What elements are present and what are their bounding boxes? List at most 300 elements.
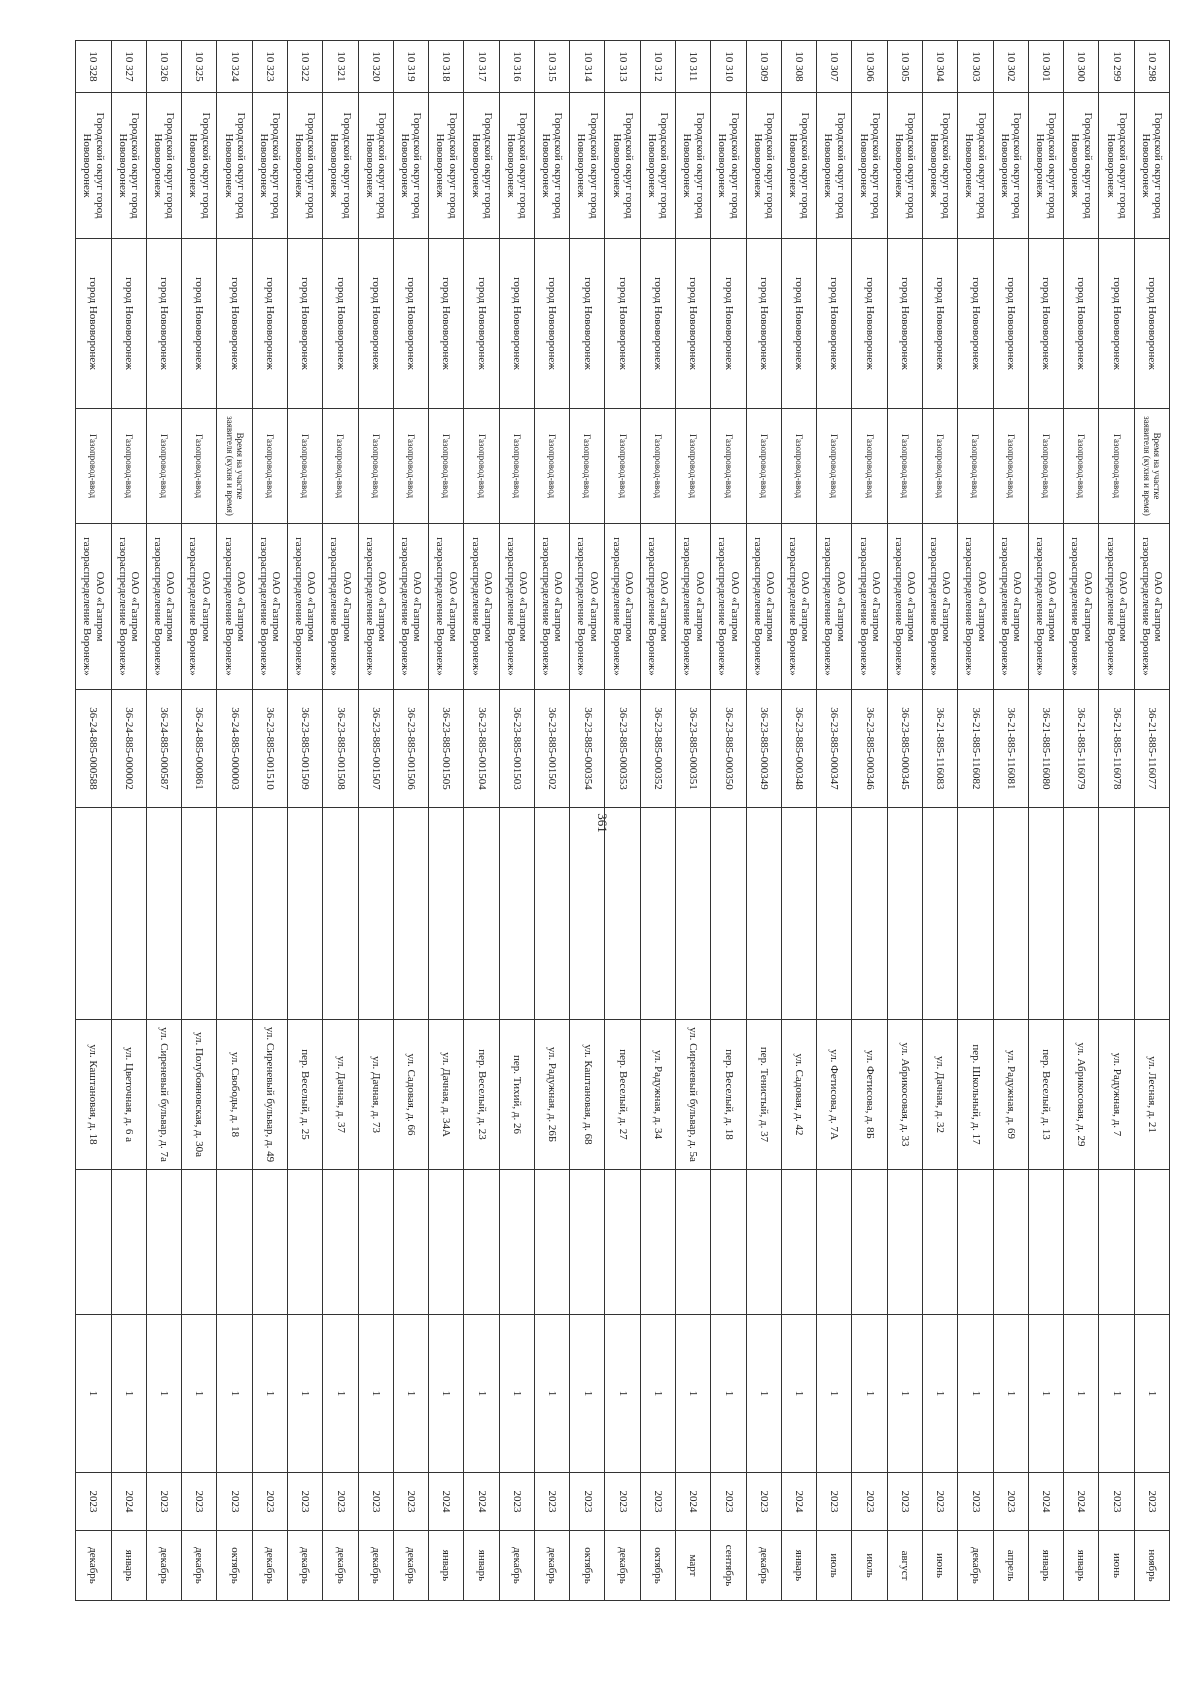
empty-cell [746,1170,781,1315]
count-cell: 1 [182,1315,217,1473]
city-cell: город Нововоронеж [287,239,322,409]
city-cell: город Нововоронеж [499,239,534,409]
year-cell: 2023 [1134,1473,1169,1531]
empty-cell [393,1170,428,1315]
city-cell: город Нововоронеж [182,239,217,409]
empty-cell [640,1170,675,1315]
empty-cell [358,1170,393,1315]
empty-cell [252,1170,287,1315]
organization-cell: ОАО «Газпром газораспределение Воронеж» [746,524,781,690]
city-cell: город Нововоронеж [393,239,428,409]
row-number: 10 298 [1134,41,1169,93]
city-cell: город Нововоронеж [605,239,640,409]
table-row [958,41,993,1601]
count-cell: 1 [76,1315,112,1473]
year-cell: 2024 [1028,1473,1063,1531]
organization-cell: ОАО «Газпром газораспределение Воронеж» [1134,524,1169,690]
count-cell: 1 [358,1315,393,1473]
object-code-cell: 36-23-885-000353 [605,690,640,808]
city-cell: город Нововоронеж [746,239,781,409]
object-type-cell: Газопровод-ввод [605,409,640,524]
row-number: 10 320 [358,41,393,93]
address-cell [570,808,605,1020]
address-cell [640,808,675,1020]
address-cell: ул. Радужная, д. 7 [1099,1020,1134,1170]
district-cell: Городской округ город Нововоронеж [393,93,428,239]
organization-cell: ОАО «Газпром газораспределение Воронеж» [287,524,322,690]
address-cell: ул. Фетисова, д. 8Б [852,1020,887,1170]
table-row [852,41,887,1601]
object-type-cell: Газопровод-ввод [711,409,746,524]
empty-cell [887,1170,922,1315]
month-cell: октябрь [640,1531,675,1601]
district-cell: Городской округ город Нововоронеж [217,93,252,239]
month-cell: декабрь [76,1531,112,1601]
row-number: 10 304 [923,41,958,93]
count-cell: 1 [252,1315,287,1473]
object-code-cell: 36-23-885-001508 [323,690,358,808]
empty-cell [323,1170,358,1315]
address-cell: ул. Абрикосовая, д. 33 [887,1020,922,1170]
month-cell: декабрь [499,1531,534,1601]
organization-cell: ОАО «Газпром газораспределение Воронеж» [887,524,922,690]
month-cell: декабрь [358,1531,393,1601]
row-number: 10 315 [534,41,569,93]
empty-cell [499,1170,534,1315]
organization-cell: ОАО «Газпром газораспределение Воронеж» [182,524,217,690]
count-cell: 1 [640,1315,675,1473]
month-cell: декабрь [287,1531,322,1601]
district-cell: Городской округ город Нововоронеж [1028,93,1063,239]
address-cell [1064,808,1099,1020]
empty-cell [464,1170,499,1315]
object-type-cell: Газопровод-ввод [887,409,922,524]
object-type-cell: Газопровод-ввод [358,409,393,524]
district-cell: Городской округ город Нововоронеж [323,93,358,239]
count-cell: 1 [993,1315,1028,1473]
month-cell: апрель [993,1531,1028,1601]
table-row [111,41,146,1601]
address-cell [323,808,358,1020]
district-cell: Городской округ город Нововоронеж [252,93,287,239]
table-row [993,41,1028,1601]
address-cell: ул. Каштановая, д. 68 [570,1020,605,1170]
address-cell: ул. Радужная, д. 34 [640,1020,675,1170]
table-row [746,41,781,1601]
address-cell: ул. Радужная, д. 69 [993,1020,1028,1170]
district-cell: Городской округ город Нововоронеж [781,93,816,239]
address-cell [1028,808,1063,1020]
address-cell: ул. Сиреневый бульвар, д. 5а [676,1020,711,1170]
address-cell [993,808,1028,1020]
empty-cell [570,1170,605,1315]
year-cell: 2024 [429,1473,464,1531]
district-cell: Городской округ город Нововоронеж [676,93,711,239]
district-cell: Городской округ город Нововоронеж [570,93,605,239]
object-code-cell: 36-21-885-116077 [1134,690,1169,808]
city-cell: город Нововоронеж [1134,239,1169,409]
row-number: 10 313 [605,41,640,93]
table-row [1134,41,1169,1601]
row-number: 10 323 [252,41,287,93]
year-cell: 2023 [993,1473,1028,1531]
organization-cell: ОАО «Газпром газораспределение Воронеж» [1064,524,1099,690]
month-cell: декабрь [146,1531,181,1601]
address-cell [958,808,993,1020]
city-cell: город Нововоронеж [111,239,146,409]
district-cell: Городской округ город Нововоронеж [1064,93,1099,239]
organization-cell: ОАО «Газпром газораспределение Воронеж» [111,524,146,690]
month-cell: сентябрь [711,1531,746,1601]
table-container [75,40,1170,1600]
table-row [640,41,675,1601]
year-cell: 2024 [111,1473,146,1531]
year-cell: 2023 [287,1473,322,1531]
empty-cell [993,1170,1028,1315]
table-row [570,41,605,1601]
address-cell [146,808,181,1020]
count-cell: 1 [1028,1315,1063,1473]
empty-cell [1064,1170,1099,1315]
object-code-cell: 36-23-885-001505 [429,690,464,808]
empty-cell [711,1170,746,1315]
empty-cell [852,1170,887,1315]
empty-cell [534,1170,569,1315]
organization-cell: ОАО «Газпром газораспределение Воронеж» [1028,524,1063,690]
table-row [287,41,322,1601]
district-cell: Городской округ город Нововоронеж [746,93,781,239]
year-cell: 2023 [711,1473,746,1531]
count-cell: 1 [605,1315,640,1473]
object-code-cell: 36-21-885-116078 [1099,690,1134,808]
row-number: 10 301 [1028,41,1063,93]
object-type-cell: Газопровод-ввод [464,409,499,524]
count-cell: 1 [1099,1315,1134,1473]
empty-cell [76,1170,112,1315]
address-cell [852,808,887,1020]
address-cell: пер. Веселый, д. 13 [1028,1020,1063,1170]
city-cell: город Нововоронеж [1099,239,1134,409]
row-number: 10 310 [711,41,746,93]
count-cell: 1 [817,1315,852,1473]
object-code-cell: 36-24-885-000003 [217,690,252,808]
year-cell: 2023 [1099,1473,1134,1531]
table-row [182,41,217,1601]
object-code-cell: 36-21-885-116083 [923,690,958,808]
address-cell [111,808,146,1020]
table-row [358,41,393,1601]
year-cell: 2023 [817,1473,852,1531]
month-cell: август [887,1531,922,1601]
object-type-cell: Газопровод-ввод [534,409,569,524]
month-cell: январь [111,1531,146,1601]
organization-cell: ОАО «Газпром газораспределение Воронеж» [570,524,605,690]
month-cell: октябрь [570,1531,605,1601]
address-cell: ул. Дачная, д. 32 [923,1020,958,1170]
address-cell: ул. Садовая, д. 42 [781,1020,816,1170]
table-row [499,41,534,1601]
organization-cell: ОАО «Газпром газораспределение Воронеж» [958,524,993,690]
city-cell: город Нововоронеж [252,239,287,409]
district-cell: Городской округ город Нововоронеж [429,93,464,239]
table-row [923,41,958,1601]
row-number: 10 326 [146,41,181,93]
address-cell [182,808,217,1020]
object-code-cell: 36-23-885-000354 [570,690,605,808]
month-cell: январь [1064,1531,1099,1601]
year-cell: 2023 [499,1473,534,1531]
address-cell [923,808,958,1020]
object-type-cell: Газопровод-ввод [781,409,816,524]
object-type-cell: Газопровод-ввод [570,409,605,524]
city-cell: город Нововоронеж [146,239,181,409]
district-cell: Городской округ город Нововоронеж [993,93,1028,239]
count-cell: 1 [958,1315,993,1473]
city-cell: город Нововоронеж [711,239,746,409]
row-number: 10 321 [323,41,358,93]
row-number: 10 312 [640,41,675,93]
row-number: 10 317 [464,41,499,93]
organization-cell: ОАО «Газпром газораспределение Воронеж» [358,524,393,690]
object-type-cell: Газопровод-ввод [287,409,322,524]
count-cell: 1 [323,1315,358,1473]
address-cell: ул. Сиреневый бульвар, д. 7а [146,1020,181,1170]
empty-cell [676,1170,711,1315]
object-code-cell: 36-23-885-000352 [640,690,675,808]
city-cell: город Нововоронеж [1028,239,1063,409]
month-cell: январь [429,1531,464,1601]
district-cell: Городской округ город Нововоронеж [146,93,181,239]
empty-cell [217,1170,252,1315]
organization-cell: ОАО «Газпром газораспределение Воронеж» [676,524,711,690]
object-code-cell: 36-23-885-001504 [464,690,499,808]
object-type-cell: Газопровод-ввод [1064,409,1099,524]
address-cell: ул. Садовая, д. 66 [393,1020,428,1170]
city-cell: город Нововоронеж [217,239,252,409]
count-cell: 1 [393,1315,428,1473]
address-cell: пер. Тихий, д. 26 [499,1020,534,1170]
object-code-cell: 36-23-885-000347 [817,690,852,808]
address-cell: ул. Сиреневый бульвар, д. 49 [252,1020,287,1170]
address-cell [781,808,816,1020]
organization-cell: ОАО «Газпром газораспределение Воронеж» [499,524,534,690]
object-code-cell: 36-24-885-000588 [76,690,112,808]
row-number: 10 318 [429,41,464,93]
district-cell: Городской округ город Нововоронеж [358,93,393,239]
address-cell: пер. Веселый, д. 18 [711,1020,746,1170]
organization-cell: ОАО «Газпром газораспределение Воронеж» [640,524,675,690]
object-code-cell: 36-23-885-001506 [393,690,428,808]
empty-cell [923,1170,958,1315]
address-cell: ул. Дачная, д. 37 [323,1020,358,1170]
address-cell [499,808,534,1020]
empty-cell [1134,1170,1169,1315]
city-cell: город Нововоронеж [429,239,464,409]
object-code-cell: 36-23-885-001510 [252,690,287,808]
month-cell: декабрь [746,1531,781,1601]
table-row [605,41,640,1601]
city-cell: город Нововоронеж [534,239,569,409]
year-cell: 2023 [358,1473,393,1531]
year-cell: 2023 [146,1473,181,1531]
address-cell: ул. Лесная, д. 21 [1134,1020,1169,1170]
table-row [1064,41,1099,1601]
address-cell [252,808,287,1020]
organization-cell: ОАО «Газпром газораспределение Воронеж» [252,524,287,690]
object-type-cell: Газопровод-ввод [182,409,217,524]
count-cell: 1 [711,1315,746,1473]
object-code-cell: 36-23-885-000350 [711,690,746,808]
month-cell: январь [464,1531,499,1601]
empty-cell [781,1170,816,1315]
table-row [76,41,112,1601]
object-type-cell: Газопровод-ввод [1099,409,1134,524]
address-cell: пер. Веселый, д. 23 [464,1020,499,1170]
month-cell: декабрь [393,1531,428,1601]
object-code-cell: 36-21-885-116082 [958,690,993,808]
city-cell: город Нововоронеж [781,239,816,409]
object-code-cell: 36-23-885-001503 [499,690,534,808]
year-cell: 2024 [464,1473,499,1531]
address-cell: пер. Школьный, д. 17 [958,1020,993,1170]
city-cell: город Нововоронеж [817,239,852,409]
city-cell: город Нововоронеж [1064,239,1099,409]
month-cell: декабрь [182,1531,217,1601]
gas-connection-table [75,40,1170,1601]
year-cell: 2023 [323,1473,358,1531]
year-cell: 2023 [923,1473,958,1531]
empty-cell [287,1170,322,1315]
object-type-cell: Время на участке заявителя (кухня и время) [1134,409,1169,524]
count-cell: 1 [499,1315,534,1473]
count-cell: 1 [287,1315,322,1473]
district-cell: Городской округ город Нововоронеж [817,93,852,239]
object-code-cell: 36-24-885-000587 [146,690,181,808]
empty-cell [429,1170,464,1315]
address-cell: пер. Тенистый, д. 37 [746,1020,781,1170]
year-cell: 2023 [534,1473,569,1531]
row-number: 10 307 [817,41,852,93]
table-row [711,41,746,1601]
row-number: 10 324 [217,41,252,93]
count-cell: 1 [852,1315,887,1473]
object-type-cell: Время на участке заявителя (кухня и время) [217,409,252,524]
month-cell: июнь [923,1531,958,1601]
city-cell: город Нововоронеж [993,239,1028,409]
table-row [252,41,287,1601]
page-number: 361 [594,813,610,833]
organization-cell: ОАО «Газпром газораспределение Воронеж» [429,524,464,690]
object-type-cell: Газопровод-ввод [429,409,464,524]
year-cell: 2023 [182,1473,217,1531]
count-cell: 1 [534,1315,569,1473]
address-cell: ул. Фетисова, д. 7А [817,1020,852,1170]
object-code-cell: 36-24-885-000861 [182,690,217,808]
row-number: 10 303 [958,41,993,93]
row-number: 10 316 [499,41,534,93]
address-cell: ул. Цветочная, д. 6 а [111,1020,146,1170]
object-code-cell: 36-23-885-000345 [887,690,922,808]
empty-cell [146,1170,181,1315]
city-cell: город Нововоронеж [323,239,358,409]
object-code-cell: 36-23-885-000346 [852,690,887,808]
district-cell: Городской округ город Нововоронеж [1134,93,1169,239]
year-cell: 2024 [676,1473,711,1531]
organization-cell: ОАО «Газпром газораспределение Воронеж» [711,524,746,690]
address-cell [358,808,393,1020]
count-cell: 1 [887,1315,922,1473]
object-code-cell: 36-23-885-001509 [287,690,322,808]
district-cell: Городской округ город Нововоронеж [111,93,146,239]
district-cell: Городской округ город Нововоронеж [958,93,993,239]
organization-cell: ОАО «Газпром газораспределение Воронеж» [393,524,428,690]
object-type-cell: Газопровод-ввод [676,409,711,524]
month-cell: январь [781,1531,816,1601]
month-cell: июль [817,1531,852,1601]
count-cell: 1 [217,1315,252,1473]
address-cell [76,808,112,1020]
month-cell: март [676,1531,711,1601]
month-cell: декабрь [252,1531,287,1601]
city-cell: город Нововоронеж [676,239,711,409]
row-number: 10 328 [76,41,112,93]
address-cell [1134,808,1169,1020]
row-number: 10 299 [1099,41,1134,93]
address-cell [393,808,428,1020]
table-row [393,41,428,1601]
organization-cell: ОАО «Газпром газораспределение Воронеж» [217,524,252,690]
row-number: 10 311 [676,41,711,93]
city-cell: город Нововоронеж [76,239,112,409]
object-code-cell: 36-21-885-116079 [1064,690,1099,808]
month-cell: декабрь [534,1531,569,1601]
address-cell: ул. Дачная, д. 73 [358,1020,393,1170]
organization-cell: ОАО «Газпром газораспределение Воронеж» [781,524,816,690]
row-number: 10 309 [746,41,781,93]
address-cell [464,808,499,1020]
row-number: 10 300 [1064,41,1099,93]
address-cell [217,808,252,1020]
address-cell: ул. Дачная, д. 34А [429,1020,464,1170]
month-cell: ноябрь [1134,1531,1169,1601]
address-cell: ул. Каштановая, д. 18 [76,1020,112,1170]
year-cell: 2023 [640,1473,675,1531]
table-row [676,41,711,1601]
row-number: 10 306 [852,41,887,93]
object-code-cell: 36-21-885-116081 [993,690,1028,808]
count-cell: 1 [429,1315,464,1473]
district-cell: Городской округ город Нововоронеж [287,93,322,239]
object-type-cell: Газопровод-ввод [958,409,993,524]
month-cell: январь [1028,1531,1063,1601]
row-number: 10 319 [393,41,428,93]
table-row [1028,41,1063,1601]
object-code-cell: 36-24-885-000002 [111,690,146,808]
empty-cell [111,1170,146,1315]
year-cell: 2024 [1064,1473,1099,1531]
empty-cell [182,1170,217,1315]
organization-cell: ОАО «Газпром газораспределение Воронеж» [852,524,887,690]
address-cell [711,808,746,1020]
row-number: 10 322 [287,41,322,93]
address-cell: пер. Веселый, д. 25 [287,1020,322,1170]
table-body [76,41,1170,1601]
row-number: 10 305 [887,41,922,93]
count-cell: 1 [570,1315,605,1473]
address-cell [676,808,711,1020]
empty-cell [605,1170,640,1315]
district-cell: Городской округ город Нововоронеж [605,93,640,239]
